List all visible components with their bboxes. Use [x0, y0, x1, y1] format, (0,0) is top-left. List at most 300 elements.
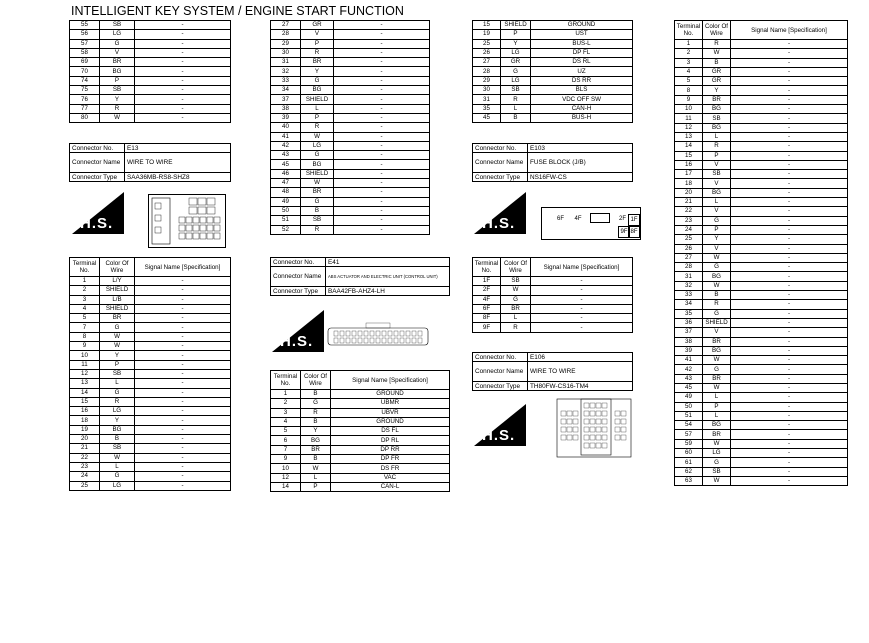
signal-name: BUS-L — [531, 39, 633, 48]
signal-name: - — [334, 160, 430, 169]
signal-name: - — [731, 207, 848, 216]
page-title: INTELLIGENT KEY SYSTEM / ENGINE START FUNCTION — [71, 4, 404, 18]
terminal-no: 11 — [675, 114, 703, 123]
cavity-label-9f: 9F — [618, 226, 630, 238]
terminal-no: 42 — [271, 141, 301, 150]
wire-color: R — [301, 408, 331, 417]
table-row — [675, 170, 848, 179]
table-row — [70, 304, 231, 313]
terminal-no: 28 — [675, 263, 703, 272]
terminal-no: 55 — [70, 21, 100, 30]
wire-color: BR — [703, 374, 731, 383]
table-row — [675, 281, 848, 290]
wire-color: L — [301, 473, 331, 482]
wire-color: G — [301, 76, 334, 85]
table-row — [473, 76, 633, 85]
terminal-no: 3 — [271, 408, 301, 417]
terminal-no: 6F — [473, 304, 501, 313]
signal-name: - — [135, 295, 231, 304]
table-row — [70, 21, 231, 30]
table-row — [675, 225, 848, 234]
wire-color: L — [100, 379, 135, 388]
signal-name: - — [135, 360, 231, 369]
signal-name: - — [731, 393, 848, 402]
connector-no-label: Connector No. — [271, 258, 326, 267]
signal-name: - — [731, 337, 848, 346]
wire-color: P — [100, 76, 135, 85]
table-row — [271, 464, 450, 473]
terminal-no: 12 — [271, 473, 301, 482]
wire-color: SHIELD — [301, 95, 334, 104]
table-row — [70, 323, 231, 332]
terminal-no: 32 — [675, 281, 703, 290]
signal-name: - — [135, 286, 231, 295]
connector-face-e103 — [541, 207, 641, 240]
table-row — [675, 476, 848, 485]
table-row — [70, 39, 231, 48]
terminal-no: 2 — [70, 286, 100, 295]
terminal-no: 22 — [70, 453, 100, 462]
terminal-no: 6 — [271, 436, 301, 445]
table-row — [675, 383, 848, 392]
harness-side-icon-e103: H.S. — [474, 192, 526, 234]
signal-name: DS RL — [531, 58, 633, 67]
table-row — [70, 397, 231, 406]
table-row — [271, 188, 430, 197]
wire-color: R — [501, 323, 531, 332]
wire-color: BG — [703, 188, 731, 197]
terminal-no: 20 — [70, 435, 100, 444]
table-row — [70, 314, 231, 323]
signal-name: - — [731, 151, 848, 160]
table-row — [70, 86, 231, 95]
signal-name: - — [334, 30, 430, 39]
connector-name: FUSE BLOCK (J/B) — [528, 153, 633, 173]
signal-name: - — [334, 206, 430, 215]
wire-color: P — [301, 39, 334, 48]
wire-color: SB — [301, 216, 334, 225]
signal-name: - — [135, 76, 231, 85]
wire-color: SB — [100, 86, 135, 95]
wire-color: BR — [703, 95, 731, 104]
signal-name: - — [135, 351, 231, 360]
connector-name-label: Connector Name — [70, 153, 125, 173]
table-row — [675, 467, 848, 476]
terminal-no: 27 — [473, 58, 501, 67]
table-row — [675, 346, 848, 355]
table-row — [675, 95, 848, 104]
signal-name: - — [731, 244, 848, 253]
wire-color: W — [100, 332, 135, 341]
connector-name: WIRE TO WIRE — [528, 362, 633, 382]
table-row — [675, 272, 848, 281]
wire-color: V — [703, 207, 731, 216]
terminal-no: 27 — [675, 253, 703, 262]
wire-color: R — [301, 48, 334, 57]
cavity-label-1f: 1F — [628, 214, 640, 226]
terminal-no: 8 — [70, 332, 100, 341]
wire-color: SB — [703, 114, 731, 123]
table-row — [675, 151, 848, 160]
wire-color: G — [703, 216, 731, 225]
signal-name: - — [334, 95, 430, 104]
table-row — [70, 425, 231, 434]
harness-side-icon-e41: H.S. — [272, 310, 324, 352]
table-row — [70, 379, 231, 388]
harness-side-icon-e13: H.S. — [72, 192, 124, 234]
connector-type: NS16FW-CS — [528, 173, 633, 182]
terminal-no: 21 — [675, 198, 703, 207]
wire-color: G — [100, 388, 135, 397]
wire-color: LG — [501, 48, 531, 57]
signal-name: - — [731, 132, 848, 141]
table-row — [271, 160, 430, 169]
signal-name: UST — [531, 30, 633, 39]
wire-color: BG — [703, 105, 731, 114]
signal-name: - — [135, 314, 231, 323]
terminal-no: 2F — [473, 286, 501, 295]
wire-color: Y — [703, 235, 731, 244]
signal-name: - — [731, 170, 848, 179]
wire-color: W — [501, 286, 531, 295]
wire-color: BG — [301, 436, 331, 445]
terminal-no: 34 — [271, 86, 301, 95]
signal-name: - — [731, 383, 848, 392]
wire-color: BG — [703, 272, 731, 281]
signal-name: - — [731, 105, 848, 114]
wire-color: B — [100, 435, 135, 444]
terminal-no: 75 — [70, 86, 100, 95]
wire-color: W — [703, 253, 731, 262]
wire-color: G — [100, 39, 135, 48]
table-row — [271, 455, 450, 464]
wire-color: R — [301, 123, 334, 132]
table-row — [70, 76, 231, 85]
wire-color: BR — [100, 314, 135, 323]
wire-color: P — [100, 360, 135, 369]
terminal-no: 9 — [70, 342, 100, 351]
terminal-no: 27 — [271, 21, 301, 30]
table-row — [473, 30, 633, 39]
wire-color: W — [703, 383, 731, 392]
table-row — [473, 86, 633, 95]
signal-name: - — [731, 356, 848, 365]
table-row — [473, 67, 633, 76]
signal-name: - — [731, 374, 848, 383]
header-signal: Signal Name [Specification] — [331, 371, 450, 390]
terminal-no: 4 — [70, 304, 100, 313]
signal-name: - — [135, 462, 231, 471]
signal-name: DP FL — [531, 48, 633, 57]
terminal-no: 4F — [473, 295, 501, 304]
terminal-table-b — [270, 20, 430, 235]
wire-color: G — [703, 365, 731, 374]
wire-color: SB — [703, 467, 731, 476]
table-row — [271, 399, 450, 408]
terminal-no: 24 — [70, 472, 100, 481]
terminal-no: 10 — [70, 351, 100, 360]
wire-color: LG — [501, 76, 531, 85]
signal-name: - — [135, 277, 231, 286]
table-row — [675, 300, 848, 309]
table-row — [675, 216, 848, 225]
table-row — [675, 114, 848, 123]
terminal-no: 3 — [70, 295, 100, 304]
header-wire-color: Color Of Wire — [301, 371, 331, 390]
terminal-no: 1 — [675, 40, 703, 49]
signal-name: - — [334, 48, 430, 57]
signal-name: - — [334, 179, 430, 188]
cavity-label-2f: 2F — [618, 216, 626, 222]
table-row — [473, 104, 633, 113]
signal-name: - — [135, 416, 231, 425]
terminal-no: 29 — [473, 76, 501, 85]
table-row — [70, 435, 231, 444]
cavity-label-6f: 6F — [556, 216, 564, 222]
signal-name: - — [135, 304, 231, 313]
signal-name: - — [135, 379, 231, 388]
signal-name: - — [731, 160, 848, 169]
signal-name: - — [731, 328, 848, 337]
signal-name: - — [731, 365, 848, 374]
wire-color: W — [703, 476, 731, 485]
table-row — [70, 58, 231, 67]
connector-no-label: Connector No. — [473, 353, 528, 362]
terminal-no: 34 — [675, 300, 703, 309]
wire-color: L — [703, 132, 731, 141]
terminal-no: 1F — [473, 277, 501, 286]
terminal-no: 48 — [271, 188, 301, 197]
signal-name: - — [731, 67, 848, 76]
signal-name: UBMR — [331, 399, 450, 408]
header-terminal: Terminal No. — [271, 371, 301, 390]
signal-name: - — [531, 314, 633, 323]
wire-color: LG — [301, 141, 334, 150]
table-row — [675, 40, 848, 49]
wire-color: BG — [703, 421, 731, 430]
wire-color: BG — [100, 425, 135, 434]
connector-no: E103 — [528, 144, 633, 153]
wire-color: Y — [301, 67, 334, 76]
cavity-label-8f: 8F — [628, 226, 640, 238]
signal-name: - — [731, 449, 848, 458]
signal-name: - — [135, 425, 231, 434]
wire-color: B — [301, 206, 334, 215]
connector-type-label: Connector Type — [70, 173, 125, 182]
table-row — [675, 244, 848, 253]
signal-name: UZ — [531, 67, 633, 76]
signal-name: - — [135, 39, 231, 48]
table-row — [675, 263, 848, 272]
table-row — [675, 188, 848, 197]
table-row — [271, 169, 430, 178]
wire-color: G — [501, 67, 531, 76]
signal-name: - — [731, 216, 848, 225]
signal-name: DS FL — [331, 427, 450, 436]
terminal-no: 45 — [271, 160, 301, 169]
terminal-no: 41 — [675, 356, 703, 365]
signal-name: - — [135, 472, 231, 481]
terminal-no: 22 — [675, 207, 703, 216]
header-terminal: Terminal No. — [473, 258, 501, 277]
terminal-no: 7 — [271, 445, 301, 454]
terminal-no: 37 — [675, 328, 703, 337]
terminal-no: 45 — [675, 383, 703, 392]
header-signal: Signal Name [Specification] — [731, 21, 848, 40]
wire-color: G — [100, 472, 135, 481]
signal-name: - — [731, 49, 848, 58]
terminal-no: 29 — [271, 39, 301, 48]
table-row — [271, 197, 430, 206]
terminal-no: 32 — [271, 67, 301, 76]
signal-name: - — [731, 281, 848, 290]
terminal-table-e — [270, 370, 450, 492]
terminal-no: 14 — [70, 388, 100, 397]
terminal-no: 70 — [70, 67, 100, 76]
wire-color: GR — [703, 77, 731, 86]
terminal-no: 10 — [271, 464, 301, 473]
signal-name: - — [135, 30, 231, 39]
table-row — [70, 444, 231, 453]
signal-name: - — [334, 151, 430, 160]
table-row — [473, 95, 633, 104]
wire-color: GR — [501, 58, 531, 67]
wire-color: G — [703, 309, 731, 318]
signal-name: - — [731, 291, 848, 300]
table-row — [675, 77, 848, 86]
terminal-no: 13 — [675, 132, 703, 141]
table-row — [675, 411, 848, 420]
wire-color: SHIELD — [703, 318, 731, 327]
connector-name-label: Connector Name — [473, 153, 528, 173]
terminal-no: 31 — [271, 58, 301, 67]
harness-side-icon-e106: H.S. — [474, 404, 526, 446]
header-wire-color: Color Of Wire — [501, 258, 531, 277]
table-row — [473, 48, 633, 57]
table-row — [70, 30, 231, 39]
terminal-no: 4 — [675, 67, 703, 76]
signal-name: - — [731, 179, 848, 188]
wire-color: P — [301, 482, 331, 491]
table-row — [271, 21, 430, 30]
table-row — [675, 58, 848, 67]
signal-name: - — [334, 86, 430, 95]
signal-name: - — [731, 114, 848, 123]
signal-name: - — [731, 476, 848, 485]
terminal-no: 26 — [473, 48, 501, 57]
table-row — [473, 323, 633, 332]
terminal-table-c — [472, 20, 633, 123]
table-row — [70, 472, 231, 481]
terminal-no: 25 — [473, 39, 501, 48]
signal-name: - — [731, 300, 848, 309]
signal-name: - — [334, 132, 430, 141]
signal-name: - — [135, 86, 231, 95]
table-row — [675, 439, 848, 448]
table-row — [675, 160, 848, 169]
signal-name: - — [731, 198, 848, 207]
terminal-no: 76 — [70, 95, 100, 104]
table-row — [271, 151, 430, 160]
wire-color: V — [100, 48, 135, 57]
wire-color: SB — [100, 369, 135, 378]
table-row — [70, 453, 231, 462]
terminal-no: 63 — [675, 476, 703, 485]
connector-info-e103 — [472, 143, 633, 182]
wire-color: B — [301, 390, 331, 399]
table-row — [675, 393, 848, 402]
terminal-no: 43 — [271, 151, 301, 160]
terminal-no: 56 — [70, 30, 100, 39]
wire-color: V — [301, 30, 334, 39]
connector-info-e41 — [270, 257, 450, 296]
terminal-no: 28 — [473, 67, 501, 76]
wire-color: W — [301, 132, 334, 141]
connector-type-label: Connector Type — [473, 173, 528, 182]
wire-color: BR — [301, 445, 331, 454]
table-row — [271, 123, 430, 132]
connector-info-e106 — [472, 352, 633, 391]
signal-name: - — [531, 286, 633, 295]
table-row — [271, 445, 450, 454]
terminal-no: 59 — [675, 439, 703, 448]
wire-color: L — [501, 104, 531, 113]
table-row — [675, 105, 848, 114]
wire-color: G — [703, 263, 731, 272]
signal-name: - — [334, 141, 430, 150]
wire-color: SB — [501, 86, 531, 95]
signal-name: - — [135, 435, 231, 444]
terminal-no: 16 — [70, 407, 100, 416]
signal-name: - — [731, 411, 848, 420]
wire-color: L — [100, 462, 135, 471]
table-row — [473, 21, 633, 30]
table-row — [473, 286, 633, 295]
wire-color: W — [100, 453, 135, 462]
terminal-no: 35 — [473, 104, 501, 113]
terminal-no: 11 — [70, 360, 100, 369]
wire-color: BG — [100, 67, 135, 76]
header-terminal: Terminal No. — [675, 21, 703, 40]
connector-face-e13 — [148, 194, 226, 248]
wire-color: BR — [301, 58, 334, 67]
signal-name: - — [334, 123, 430, 132]
wire-color: L — [703, 393, 731, 402]
table-row — [271, 67, 430, 76]
table-row — [70, 277, 231, 286]
wire-color: W — [703, 439, 731, 448]
wire-color: BR — [501, 304, 531, 313]
table-row — [271, 30, 430, 39]
signal-name: - — [731, 458, 848, 467]
terminal-no: 2 — [271, 399, 301, 408]
wire-color: Y — [100, 95, 135, 104]
terminal-no: 21 — [70, 444, 100, 453]
terminal-no: 5 — [70, 314, 100, 323]
wire-color: V — [703, 160, 731, 169]
signal-name: - — [731, 188, 848, 197]
terminal-no: 15 — [473, 21, 501, 30]
terminal-no: 40 — [271, 123, 301, 132]
terminal-no: 69 — [70, 58, 100, 67]
signal-name: UBVR — [331, 408, 450, 417]
wire-color: BG — [703, 346, 731, 355]
table-row — [675, 86, 848, 95]
table-row — [473, 277, 633, 286]
table-row — [271, 427, 450, 436]
terminal-no: 38 — [271, 104, 301, 113]
signal-name: BLS — [531, 86, 633, 95]
